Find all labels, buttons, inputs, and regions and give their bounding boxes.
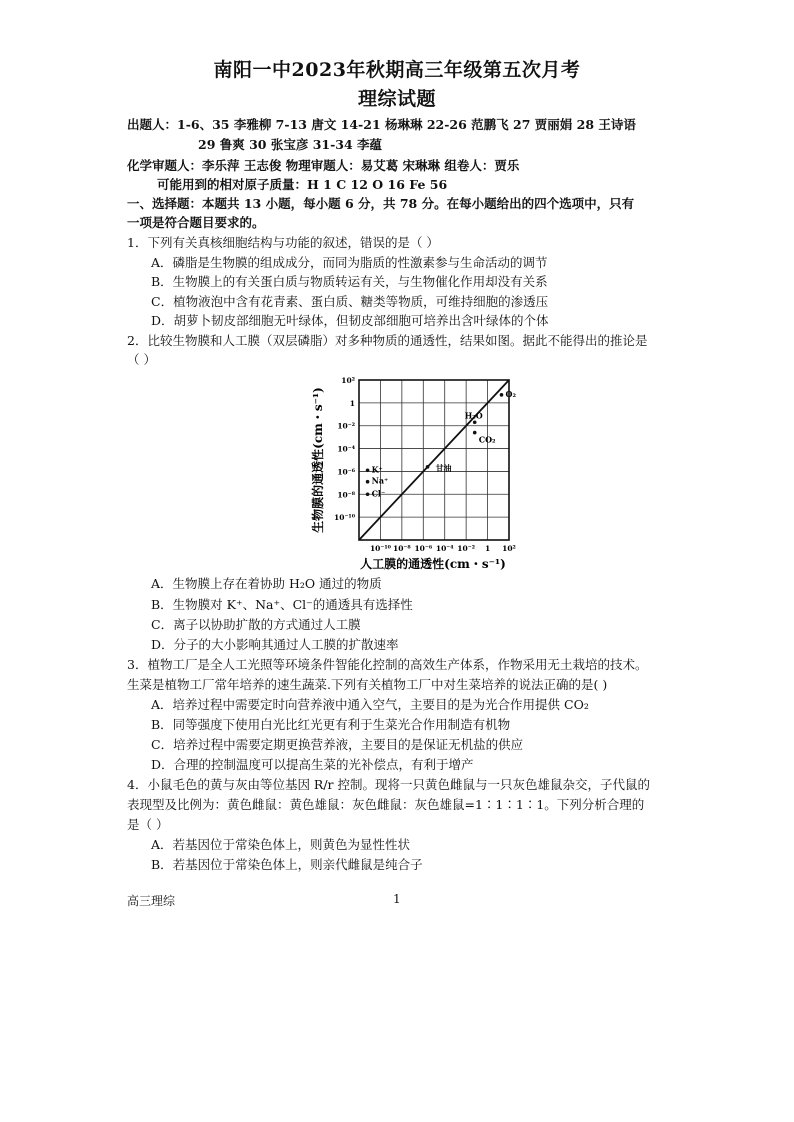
x-tick-label: 10⁻¹⁰ [369,544,391,553]
data-point-label: Na⁺ [371,475,389,486]
section-heading: 一、选择题：本题共 13 小题，每小题 6 分，共 78 分。在每小题给出的四个选项中，只有 [127,196,635,211]
x-tick-label: 10⁻⁸ [393,544,411,553]
q3-stem: 3．植物工厂是全人工光照等环境条件智能化控制的高效生产体系，作物采用无土栽培的技术。 [127,657,648,672]
x-tick-label: 1 [484,544,491,553]
data-point-label: CO₂ [478,434,496,445]
y-axis-label: 生物膜的通透性(cm・s⁻¹) [311,387,325,533]
y-tick-label: 1 [349,398,355,408]
permeability-chart [300,368,530,573]
x-tick-label: 10⁻⁴ [435,544,454,553]
exam-title: 南阳一中2023年秋期高三年级第五次月考 [213,59,581,81]
exam-subtitle: 理综试题 [357,88,436,110]
diagonal-line [359,380,509,540]
q3-option-a: A．培养过程中需要定时向营养液中通入空气，主要目的是为光合作用提供 CO₂ [151,697,589,712]
q2-stem-cont: （ ） [127,352,156,367]
x-tick-label: 10⁻² [457,544,475,553]
data-point [366,480,370,484]
q2-stem: 2．比较生物膜和人工膜（双层磷脂）对多种物质的通透性，结果如图。据此不能得出的推论是 [127,333,648,348]
x-tick-labels [370,544,516,553]
q3-stem-cont: 生菜是植物工厂常年培养的速生蔬菜.下列有关植物工厂中对生菜培养的说法正确的是( ) [127,677,608,692]
section-heading-cont: 一项是符合题目要求的。 [127,215,265,230]
q1-stem: 1．下列有关真核细胞结构与功能的叙述，错误的是（ ） [127,235,439,250]
authors-line-1: 出题人：1-6、35 李雅柳 7-13 唐文 14-21 杨琳琳 22-26 范鹏飞 27 贾丽娟 28 王诗语 [127,117,636,132]
x-tick-label: 10⁻⁶ [414,544,433,553]
page-number: 1 [393,892,401,906]
atomic-mass-line: 可能用到的相对原子质量：H 1 C 12 O 16 Fe 56 [157,177,448,192]
q2-option-d: D．分子的大小影响其通过人工膜的扩散速率 [151,637,399,652]
data-point [366,468,370,472]
data-point [473,420,477,424]
footer-subject: 高三理综 [127,894,176,908]
authors-line-2: 29 鲁爽 30 张宝彦 31-34 李蕴 [198,137,383,152]
y-tick-label: 10⁻⁶ [337,467,355,477]
x-tick-label: 10² [502,544,516,553]
data-points [366,389,517,498]
q3-option-b: B．同等强度下使用白光比红光更有利于生菜光合作用制造有机物 [151,717,511,732]
y-tick-label: 10⁻¹⁰ [334,513,355,523]
data-point [473,431,477,435]
q2-option-b: B．生物膜对 K⁺、Na⁺、Cl⁻的通透具有选择性 [151,597,413,612]
q2-option-a: A．生物膜上存在着协助 H₂O 通过的物质 [151,576,382,591]
q3-option-d: D．合理的控制温度可以提高生菜的光补偿点，有利于增产 [151,757,474,772]
x-axis-label: 人工膜的通透性(cm・s⁻¹) [360,557,506,571]
data-point-label: K⁺ [371,464,383,475]
q4-option-b: B．若基因位于常染色体上，则亲代雌鼠是纯合子 [151,857,423,872]
q2-option-c: C．离子以协助扩散的方式通过人工膜 [151,617,361,632]
data-point-label: O₂ [505,388,516,399]
y-tick-label: 10⁻⁸ [337,490,355,500]
y-tick-label: 10² [341,376,355,385]
data-point [426,465,430,469]
y-tick-label: 10⁻⁴ [337,444,355,454]
q4-stem-cont-2: 是（ ） [127,817,169,832]
y-tick-labels [334,376,356,522]
q1-option-d: D．胡萝卜韧皮部细胞无叶绿体，但韧皮部细胞可培养出含叶绿体的个体 [151,313,549,328]
q4-stem: 4．小鼠毛色的黄与灰由等位基因 R/r 控制。现将一只黄色雌鼠与一只灰色雄鼠杂交，子代鼠的 [127,777,650,792]
data-point-label: 甘油 [435,462,452,473]
data-point-label: H₂O [464,410,483,421]
q1-option-a: A．磷脂是生物膜的组成成分，而同为脂质的性激素参与生命活动的调节 [151,255,548,270]
q3-option-c: C．培养过程中需要定期更换营养液，主要目的是保证无机盐的供应 [151,737,524,752]
data-point-label: Cl⁻ [371,488,386,499]
data-point [500,393,504,397]
q4-stem-cont: 表现型及比例为：黄色雌鼠：黄色雄鼠：灰色雌鼠：灰色雄鼠=1∶1∶1∶1。下列分析合理的 [127,797,645,812]
q1-option-b: B．生物膜上的有关蛋白质与物质转运有关，与生物催化作用却没有关系 [151,274,548,289]
q1-option-c: C．植物液泡中含有花青素、蛋白质、糖类等物质，可维持细胞的渗透压 [151,294,549,309]
q4-option-a: A．若基因位于常染色体上，则黄色为显性性状 [151,837,411,852]
reviewers-line: 化学审题人：李乐萍 王志俊 物理审题人：易艾葛 宋琳琳 组卷人：贾乐 [127,158,520,173]
data-point [366,492,370,496]
y-tick-label: 10⁻² [337,421,355,431]
